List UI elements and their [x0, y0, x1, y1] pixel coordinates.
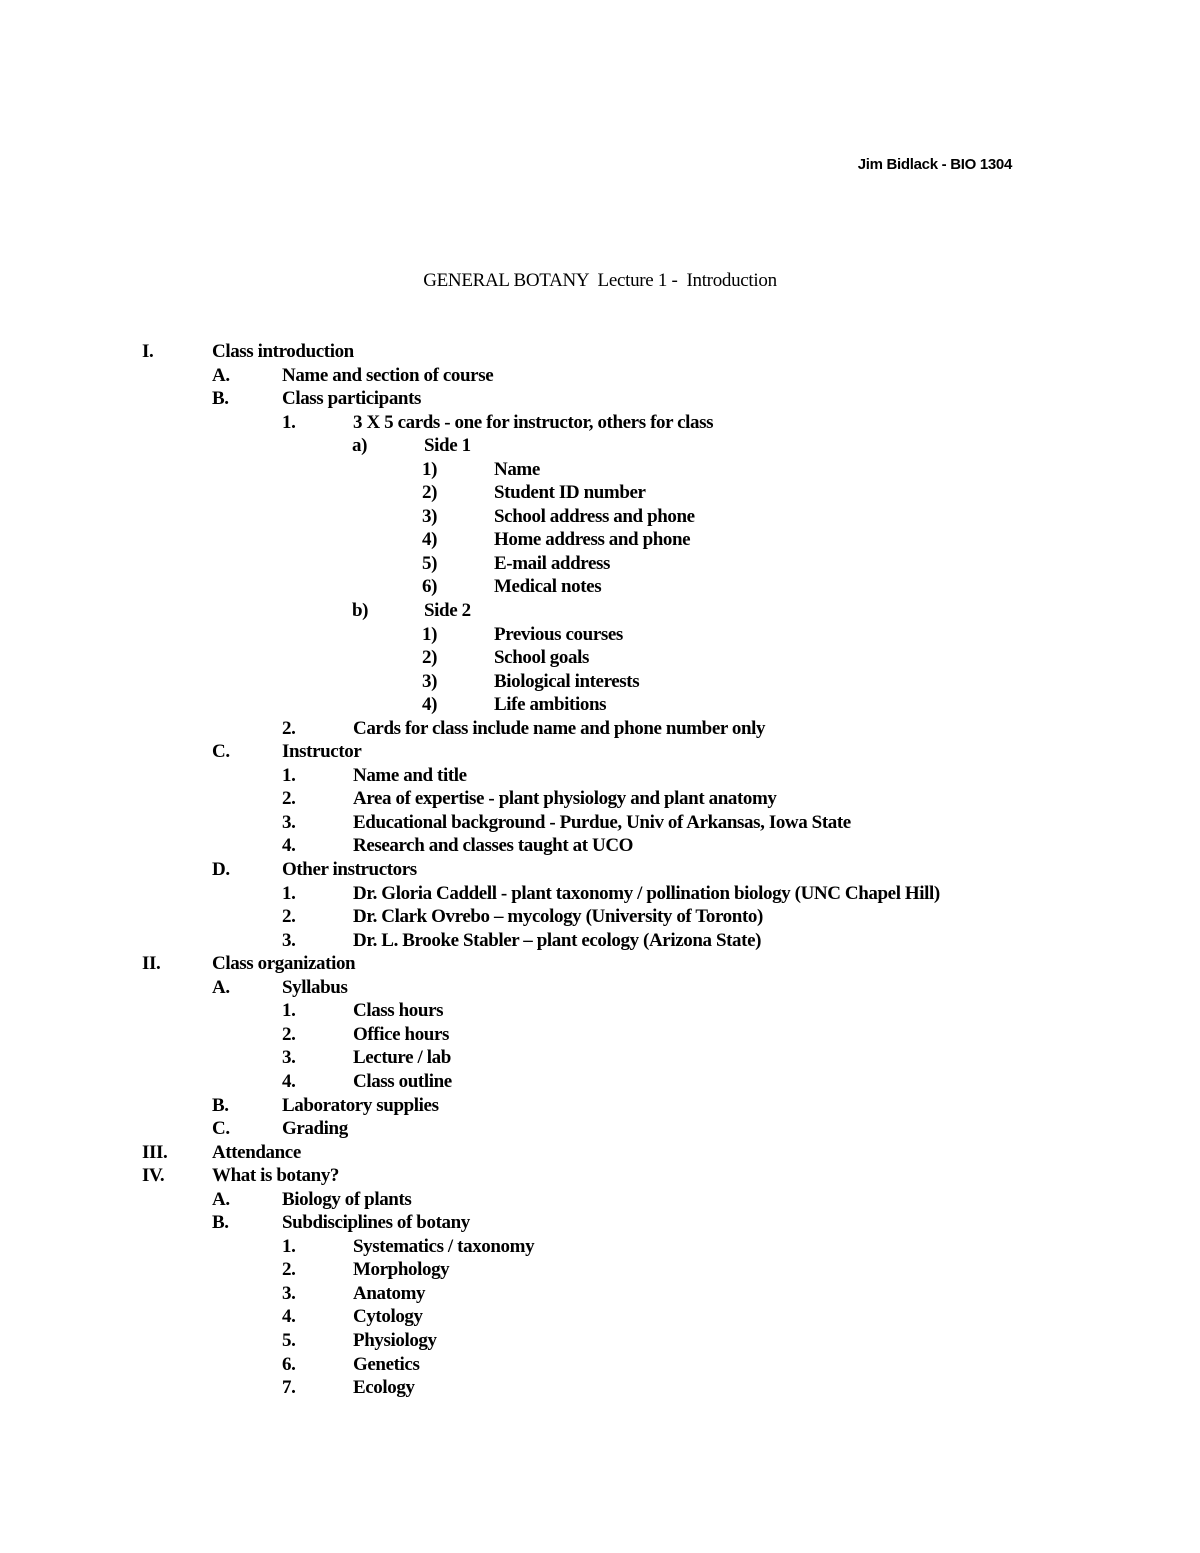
outline-item-text: Previous courses [494, 623, 623, 645]
outline-item [0, 599, 1200, 623]
outline-item-text: Attendance [212, 1141, 301, 1163]
outline-item-number: C. [212, 1118, 230, 1140]
outline-item [0, 811, 1200, 835]
outline-item-text: Research and classes taught at UCO [353, 835, 634, 857]
outline-item [0, 1188, 1200, 1212]
outline-item [0, 340, 1200, 364]
outline-item [0, 552, 1200, 576]
outline-item-text: Cytology [353, 1306, 423, 1328]
outline-item-number: A. [212, 1188, 230, 1210]
outline-item-number: 3. [282, 929, 296, 951]
outline-item-number: 4) [422, 529, 438, 551]
outline-item-text: Class hours [353, 1000, 444, 1022]
outline-item [0, 999, 1200, 1023]
outline-item [0, 481, 1200, 505]
outline-item [0, 670, 1200, 694]
outline-item [0, 858, 1200, 882]
outline-item [0, 1164, 1200, 1188]
outline-item-number: 7. [282, 1377, 296, 1399]
outline-item-number: B. [212, 1094, 229, 1116]
document-header: Jim Bidlack - BIO 1304 [857, 156, 1012, 173]
outline-item-text: Morphology [353, 1259, 450, 1281]
outline-item [0, 646, 1200, 670]
outline-item-number: B. [212, 388, 229, 410]
outline-item [0, 505, 1200, 529]
outline-item [0, 1023, 1200, 1047]
outline-item-number: B. [212, 1212, 229, 1234]
outline-item-text: Home address and phone [494, 529, 691, 551]
outline-item [0, 458, 1200, 482]
outline-item-text: 3 X 5 cards - one for instructor, others for class [353, 411, 714, 433]
outline-item-text: Syllabus [282, 976, 348, 998]
outline-item-number: 2. [282, 1259, 296, 1281]
outline-item-text: Physiology [353, 1329, 437, 1351]
outline-item-text: Dr. Gloria Caddell - plant taxonomy / pollination biology (UNC Chapel Hill) [353, 882, 940, 904]
outline-item-number: 6. [282, 1353, 296, 1375]
outline-item [0, 1046, 1200, 1070]
outline-item-number: 3. [282, 1047, 296, 1069]
outline-item-number: 1) [422, 623, 438, 645]
outline-item-number: 5. [282, 1329, 296, 1351]
outline-item-text: Student ID number [494, 482, 646, 504]
outline-item-number: 5) [422, 552, 438, 574]
outline-item [0, 434, 1200, 458]
outline-item-number: 3. [282, 811, 296, 833]
outline-item-number: A. [212, 364, 230, 386]
outline-item-text: Systematics / taxonomy [353, 1235, 535, 1257]
outline-item-text: Subdisciplines of botany [282, 1212, 470, 1234]
outline-item-text: Name and title [353, 764, 467, 786]
outline-item-text: Class participants [282, 388, 422, 410]
outline-item-text: Medical notes [494, 576, 602, 598]
outline-item [0, 1353, 1200, 1377]
outline-item-number: 3) [422, 670, 438, 692]
outline-item-number: 1. [282, 764, 296, 786]
outline-item-number: 1. [282, 882, 296, 904]
outline-item-number: 2. [282, 906, 296, 928]
outline-item [0, 764, 1200, 788]
outline-item-number: III. [142, 1141, 168, 1163]
outline-item-number: 4) [422, 694, 438, 716]
outline-item [0, 1305, 1200, 1329]
outline-item [0, 717, 1200, 741]
outline-item-text: Biological interests [494, 670, 640, 692]
outline-item-text: Ecology [353, 1377, 415, 1399]
outline-item [0, 1282, 1200, 1306]
outline-item [0, 1235, 1200, 1259]
outline-item [0, 882, 1200, 906]
outline-item [0, 1258, 1200, 1282]
outline-item-number: 6) [422, 576, 438, 598]
outline-item-text: E-mail address [494, 552, 610, 574]
outline-item-number: 1) [422, 458, 438, 480]
outline-item-text: Life ambitions [494, 694, 607, 716]
outline-item-number: A. [212, 976, 230, 998]
outline-item-number: 4. [282, 1306, 296, 1328]
outline-item-number: 3. [282, 1282, 296, 1304]
outline-item-text: Cards for class include name and phone number only [353, 717, 766, 739]
outline-item-number: IV. [142, 1165, 165, 1187]
outline-item-number: 4. [282, 1070, 296, 1092]
outline-item [0, 834, 1200, 858]
outline-item-number: b) [352, 600, 369, 622]
outline-item [0, 905, 1200, 929]
outline-item [0, 1376, 1200, 1400]
outline-item-text: Class organization [212, 953, 356, 975]
outline-item-number: 2) [422, 647, 438, 669]
outline-item [0, 364, 1200, 388]
outline-item-number: a) [352, 435, 368, 457]
outline-item [0, 1094, 1200, 1118]
outline-item-text: Educational background - Purdue, Univ of Arkansas, Iowa State [353, 811, 851, 833]
outline-item-text: Dr. L. Brooke Stabler – plant ecology (Arizona State) [353, 929, 762, 951]
outline-item [0, 693, 1200, 717]
outline-item-text: Anatomy [353, 1282, 426, 1304]
outline-item-number: 2. [282, 1023, 296, 1045]
outline-item-text: Area of expertise - plant physiology and plant anatomy [353, 788, 777, 810]
outline-item-text: Side 2 [424, 600, 471, 622]
outline-item [0, 411, 1200, 435]
outline-item-text: Other instructors [282, 859, 417, 881]
outline-item-text: School address and phone [494, 505, 695, 527]
outline-item-text: Dr. Clark Ovrebo – mycology (University of Toronto) [353, 906, 763, 928]
lecture-outline [0, 340, 1200, 1400]
outline-item-text: School goals [494, 647, 589, 669]
outline-item-text: Name and section of course [282, 364, 494, 386]
outline-item [0, 787, 1200, 811]
outline-item [0, 1117, 1200, 1141]
outline-item-number: II. [142, 953, 161, 975]
outline-item-number: 1. [282, 1000, 296, 1022]
outline-item-text: Class outline [353, 1070, 452, 1092]
outline-item [0, 1070, 1200, 1094]
outline-item-text: Biology of plants [282, 1188, 412, 1210]
outline-item-text: Grading [282, 1118, 348, 1140]
outline-item-text: Laboratory supplies [282, 1094, 439, 1116]
outline-item-number: I. [142, 341, 154, 362]
outline-item-text: Class introduction [212, 341, 354, 362]
outline-item-number: 2) [422, 482, 438, 504]
outline-item-text: Side 1 [424, 435, 471, 457]
outline-item [0, 952, 1200, 976]
page-title: GENERAL BOTANY Lecture 1 - Introduction [423, 270, 777, 291]
outline-item-number: 2. [282, 717, 296, 739]
outline-item [0, 528, 1200, 552]
outline-item [0, 623, 1200, 647]
outline-item-text: What is botany? [212, 1165, 340, 1187]
outline-item-text: Genetics [353, 1353, 420, 1375]
outline-item-text: Name [494, 458, 540, 480]
outline-item [0, 575, 1200, 599]
outline-item [0, 929, 1200, 953]
outline-item-number: C. [212, 741, 230, 763]
outline-item [0, 1329, 1200, 1353]
outline-item-number: D. [212, 859, 230, 881]
outline-item-number: 1. [282, 411, 296, 433]
outline-item-text: Lecture / lab [353, 1047, 451, 1069]
outline-item-number: 3) [422, 505, 438, 527]
outline-item-number: 2. [282, 788, 296, 810]
outline-item [0, 1141, 1200, 1165]
outline-item-number: 4. [282, 835, 296, 857]
outline-item [0, 387, 1200, 411]
outline-item [0, 1211, 1200, 1235]
outline-item-text: Office hours [353, 1023, 449, 1045]
outline-item-number: 1. [282, 1235, 296, 1257]
outline-item-text: Instructor [282, 741, 362, 763]
outline-item [0, 740, 1200, 764]
outline-item [0, 976, 1200, 1000]
